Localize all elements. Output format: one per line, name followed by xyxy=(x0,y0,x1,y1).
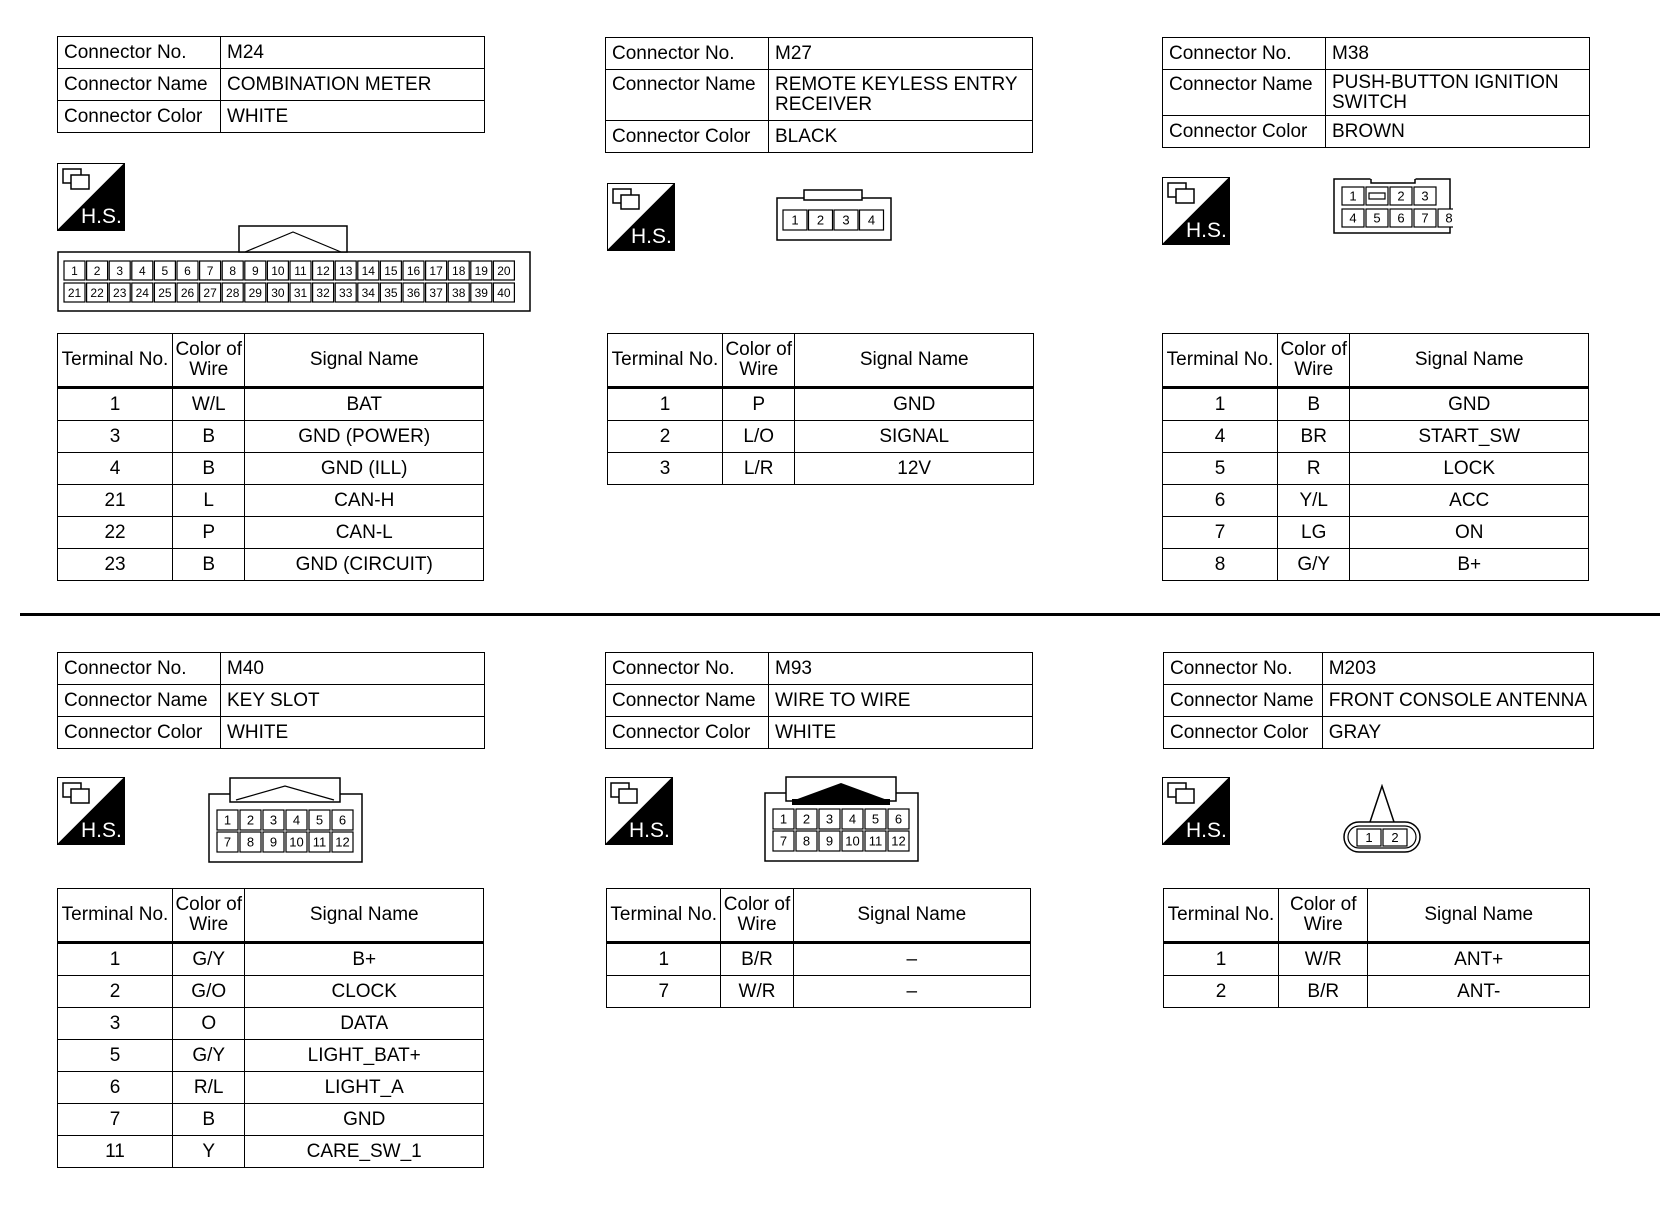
pin-number: 2 xyxy=(93,263,101,278)
table-row xyxy=(1163,453,1589,485)
connector-name-label: Connector Name xyxy=(606,685,769,717)
signal-name-cell: SIGNAL xyxy=(795,421,1034,453)
color-of-wire-header: Color of Wire xyxy=(173,334,245,388)
pin-number: 4 xyxy=(1349,210,1357,226)
pin-number: 6 xyxy=(338,812,347,828)
pin-number: 3 xyxy=(269,812,278,828)
connector-info-table xyxy=(57,652,485,749)
color-of-wire-header: Color of Wire xyxy=(1278,334,1350,388)
connector-name-label: Connector Name xyxy=(58,69,221,101)
connector-no-label: Connector No. xyxy=(606,38,769,70)
pin-number: 1 xyxy=(1349,188,1357,204)
wire-color-cell: R xyxy=(1278,453,1350,485)
signal-name-cell: LOCK xyxy=(1350,453,1589,485)
connector-no-label: Connector No. xyxy=(58,653,221,685)
terminal-no-cell: 23 xyxy=(58,549,173,581)
connector-no-label: Connector No. xyxy=(1164,653,1323,685)
signal-name-cell: GND xyxy=(795,388,1034,421)
connector-info-table xyxy=(605,652,1033,749)
pin-number: 1 xyxy=(1365,830,1373,846)
terminal-no-header: Terminal No. xyxy=(1163,334,1278,388)
table-row xyxy=(1163,517,1589,549)
pin-number: 39 xyxy=(474,285,488,300)
connector-panel-m93 xyxy=(605,652,1033,749)
terminal-no-cell: 7 xyxy=(58,1104,173,1136)
wire-color-cell: R/L xyxy=(173,1072,245,1104)
terminal-table-header xyxy=(607,889,1031,943)
hs-label: H.S. xyxy=(1186,819,1227,842)
connector-name-label: Connector Name xyxy=(58,685,221,717)
wire-color-cell: L/O xyxy=(723,421,795,453)
connector-face-m93 xyxy=(764,775,924,865)
connector-info-table xyxy=(57,36,485,133)
pin-number: 2 xyxy=(1397,188,1405,204)
pin-number: 23 xyxy=(113,285,127,300)
terminal-no-header: Terminal No. xyxy=(58,334,173,388)
pin-number: 6 xyxy=(1397,210,1405,226)
wire-color-cell: B/R xyxy=(1279,976,1368,1008)
signal-name-cell: ON xyxy=(1350,517,1589,549)
pin-number: 11 xyxy=(868,833,883,849)
connector-face-m27 xyxy=(776,188,896,243)
signal-name-cell: GND (ILL) xyxy=(245,453,484,485)
signal-name-cell: – xyxy=(793,943,1030,976)
wire-color-cell: LG xyxy=(1278,517,1350,549)
pin-number: 18 xyxy=(452,263,466,278)
color-of-wire-header: Color of Wire xyxy=(1279,889,1368,943)
pin-number: 9 xyxy=(251,263,259,278)
signal-name-header: Signal Name xyxy=(795,334,1034,388)
hs-badge-graphic xyxy=(1162,777,1230,845)
pin-number: 4 xyxy=(292,812,301,828)
pin-number: 12 xyxy=(335,834,350,850)
wire-color-cell: B xyxy=(173,453,245,485)
signal-name-cell: START_SW xyxy=(1350,421,1589,453)
pin-number: 2 xyxy=(816,212,825,228)
pin-number: 15 xyxy=(384,263,398,278)
pin-number: 3 xyxy=(1421,188,1429,204)
terminal-no-cell: 1 xyxy=(58,388,173,421)
connector-panel-m27 xyxy=(605,37,1033,153)
signal-name-cell: ANT- xyxy=(1368,976,1590,1008)
pin-number: 38 xyxy=(452,285,466,300)
connector-panel-m24 xyxy=(57,36,485,133)
pin-number: 4 xyxy=(138,263,146,278)
table-row xyxy=(58,943,484,976)
pin-number: 6 xyxy=(894,811,903,827)
wire-color-cell: W/R xyxy=(721,976,793,1008)
pin-number: 3 xyxy=(116,263,124,278)
connector-color-value: GRAY xyxy=(1322,717,1593,749)
table-row xyxy=(58,421,484,453)
table-row xyxy=(608,453,1034,485)
table-row xyxy=(58,1136,484,1168)
signal-name-header: Signal Name xyxy=(793,889,1030,943)
color-of-wire-header: Color of Wire xyxy=(723,334,795,388)
table-row xyxy=(58,1072,484,1104)
table-row xyxy=(58,453,484,485)
pin-number: 5 xyxy=(1373,210,1381,226)
terminal-no-cell: 7 xyxy=(607,976,721,1008)
terminal-no-header: Terminal No. xyxy=(58,889,173,943)
pin-number: 1 xyxy=(779,811,788,827)
wire-color-cell: P xyxy=(173,517,245,549)
pin-number: 5 xyxy=(315,812,324,828)
wire-color-cell: O xyxy=(173,1008,245,1040)
pin-number: 28 xyxy=(226,285,240,300)
wire-color-cell: B xyxy=(173,549,245,581)
pin-number: 37 xyxy=(429,285,443,300)
connector-no-value: M24 xyxy=(221,37,485,69)
terminal-no-header: Terminal No. xyxy=(607,889,721,943)
table-row xyxy=(58,549,484,581)
color-of-wire-header: Color of Wire xyxy=(721,889,793,943)
table-row xyxy=(58,388,484,421)
wire-color-cell: G/O xyxy=(173,976,245,1008)
pin-number: 4 xyxy=(867,212,876,228)
section-divider xyxy=(20,613,1660,616)
pin-number: 9 xyxy=(825,833,834,849)
pin-number: 27 xyxy=(203,285,217,300)
connector-name-value: REMOTE KEYLESS ENTRY RECEIVER xyxy=(769,70,1033,121)
hs-badge-icon xyxy=(607,183,675,251)
terminal-no-cell: 1 xyxy=(1163,388,1278,421)
signal-name-cell: B+ xyxy=(245,943,484,976)
pin-number: 36 xyxy=(406,285,421,300)
connector-color-value: WHITE xyxy=(221,717,485,749)
pin-number: 33 xyxy=(339,285,353,300)
hs-badge-graphic xyxy=(57,777,125,845)
connector-name-value: FRONT CONSOLE ANTENNA xyxy=(1322,685,1593,717)
terminal-no-cell: 2 xyxy=(608,421,723,453)
pin-number: 26 xyxy=(180,285,195,300)
signal-name-header: Signal Name xyxy=(1350,334,1589,388)
hs-badge-icon xyxy=(57,777,125,845)
connector-no-value: M27 xyxy=(769,38,1033,70)
terminal-table-m40 xyxy=(57,888,484,1168)
signal-name-cell: GND (POWER) xyxy=(245,421,484,453)
connector-info-table xyxy=(1162,37,1590,148)
connector-face-m203 xyxy=(1342,784,1422,856)
signal-name-cell: CARE_SW_1 xyxy=(245,1136,484,1168)
connector-panel-m203 xyxy=(1163,652,1594,749)
connector-no-value: M203 xyxy=(1322,653,1593,685)
pin-number: 11 xyxy=(312,834,327,850)
pin-number: 2 xyxy=(246,812,255,828)
connector-color-value: BROWN xyxy=(1326,116,1590,148)
connector-color-value: BLACK xyxy=(769,121,1033,153)
pin-number: 13 xyxy=(339,263,353,278)
signal-name-cell: CAN-H xyxy=(245,485,484,517)
pin-number: 25 xyxy=(158,285,172,300)
terminal-no-header: Terminal No. xyxy=(608,334,723,388)
pin-number: 7 xyxy=(223,834,232,850)
table-row xyxy=(1164,976,1590,1008)
pin-number: 22 xyxy=(90,285,104,300)
terminal-table-m93 xyxy=(606,888,1031,1008)
signal-name-cell: ACC xyxy=(1350,485,1589,517)
terminal-no-cell: 3 xyxy=(608,453,723,485)
terminal-no-cell: 1 xyxy=(608,388,723,421)
signal-name-header: Signal Name xyxy=(1368,889,1590,943)
pin-number: 29 xyxy=(248,285,262,300)
pin-number: 4 xyxy=(848,811,857,827)
signal-name-cell: GND xyxy=(245,1104,484,1136)
terminal-table-m27 xyxy=(607,333,1034,485)
pin-number: 32 xyxy=(316,285,330,300)
pin-number: 31 xyxy=(293,285,308,300)
wire-color-cell: B/R xyxy=(721,943,793,976)
terminal-no-cell: 11 xyxy=(58,1136,173,1168)
wire-color-cell: BR xyxy=(1278,421,1350,453)
pin-number: 3 xyxy=(825,811,834,827)
terminal-no-cell: 1 xyxy=(58,943,173,976)
connector-name-label: Connector Name xyxy=(1163,70,1326,116)
connector-no-label: Connector No. xyxy=(58,37,221,69)
terminal-table-m24 xyxy=(57,333,484,581)
connector-color-label: Connector Color xyxy=(1163,116,1326,148)
connector-no-value: M93 xyxy=(769,653,1033,685)
pin-number: 10 xyxy=(271,263,285,278)
hs-badge-icon xyxy=(605,777,673,845)
signal-name-header: Signal Name xyxy=(245,889,484,943)
terminal-no-cell: 22 xyxy=(58,517,173,549)
connector-no-label: Connector No. xyxy=(1163,38,1326,70)
pin-number: 10 xyxy=(845,833,860,849)
terminal-no-cell: 4 xyxy=(1163,421,1278,453)
pin-number: 6 xyxy=(184,263,191,278)
pin-number: 12 xyxy=(316,263,330,278)
terminal-table-header xyxy=(58,334,484,388)
table-row xyxy=(607,976,1031,1008)
pin-number: 5 xyxy=(871,811,880,827)
terminal-no-cell: 6 xyxy=(1163,485,1278,517)
signal-name-cell: GND xyxy=(1350,388,1589,421)
pin-number: 16 xyxy=(406,263,421,278)
pin-number: 19 xyxy=(474,263,488,278)
signal-name-cell: CAN-L xyxy=(245,517,484,549)
pin-number: 40 xyxy=(497,285,511,300)
wire-color-cell: G/Y xyxy=(1278,549,1350,581)
pin-number: 7 xyxy=(779,833,788,849)
hs-badge-icon xyxy=(1162,177,1230,245)
pin-number: 10 xyxy=(289,834,304,850)
signal-name-cell: LIGHT_A xyxy=(245,1072,484,1104)
wire-color-cell: L/R xyxy=(723,453,795,485)
hs-badge-graphic xyxy=(607,183,675,251)
wire-color-cell: P xyxy=(723,388,795,421)
hs-label: H.S. xyxy=(81,819,122,842)
hs-badge-graphic xyxy=(57,163,125,231)
pin-number: 21 xyxy=(67,285,82,300)
wire-color-cell: G/Y xyxy=(173,1040,245,1072)
signal-name-cell: BAT xyxy=(245,388,484,421)
signal-name-cell: B+ xyxy=(1350,549,1589,581)
pin-number: 35 xyxy=(384,285,398,300)
connector-no-value: M40 xyxy=(221,653,485,685)
pin-number: 5 xyxy=(161,263,169,278)
terminal-no-header: Terminal No. xyxy=(1164,889,1279,943)
table-row xyxy=(607,943,1031,976)
connector-name-label: Connector Name xyxy=(1164,685,1323,717)
pin-number: 17 xyxy=(429,263,443,278)
table-row xyxy=(58,485,484,517)
pin-number: 14 xyxy=(361,263,375,278)
table-row xyxy=(608,421,1034,453)
pin-number: 1 xyxy=(791,212,799,228)
hs-label: H.S. xyxy=(81,205,122,228)
hs-label: H.S. xyxy=(1186,219,1227,242)
pin-number: 11 xyxy=(294,263,307,278)
pin-number: 2 xyxy=(1391,830,1399,846)
connector-face-m40 xyxy=(208,776,368,866)
connector-no-label: Connector No. xyxy=(606,653,769,685)
color-of-wire-header: Color of Wire xyxy=(173,889,245,943)
pin-number: 2 xyxy=(802,811,811,827)
connector-info-table xyxy=(605,37,1033,153)
signal-name-cell: 12V xyxy=(795,453,1034,485)
pin-number: 1 xyxy=(71,263,78,278)
pin-number: 9 xyxy=(269,834,278,850)
terminal-table-header xyxy=(1163,334,1589,388)
hs-badge-graphic xyxy=(605,777,673,845)
wire-color-cell: L xyxy=(173,485,245,517)
pin-number: 8 xyxy=(246,834,255,850)
pin-number: 8 xyxy=(802,833,811,849)
terminal-no-cell: 1 xyxy=(607,943,721,976)
signal-name-cell: LIGHT_BAT+ xyxy=(245,1040,484,1072)
connector-face-m38 xyxy=(1333,175,1453,235)
table-row xyxy=(1163,549,1589,581)
hs-badge-icon xyxy=(1162,777,1230,845)
table-row xyxy=(608,388,1034,421)
pin-number: 30 xyxy=(271,285,285,300)
table-row xyxy=(58,517,484,549)
pin-number: 8 xyxy=(229,263,237,278)
table-row xyxy=(58,976,484,1008)
terminal-no-cell: 7 xyxy=(1163,517,1278,549)
terminal-no-cell: 2 xyxy=(1164,976,1279,1008)
connector-no-value: M38 xyxy=(1326,38,1590,70)
signal-name-cell: – xyxy=(793,976,1030,1008)
pin-number: 24 xyxy=(135,285,149,300)
terminal-no-cell: 5 xyxy=(58,1040,173,1072)
connector-panel-m38 xyxy=(1162,37,1590,148)
connector-color-label: Connector Color xyxy=(58,717,221,749)
hs-label: H.S. xyxy=(629,819,670,842)
signal-name-header: Signal Name xyxy=(245,334,484,388)
wire-color-cell: B xyxy=(173,421,245,453)
connector-color-value: WHITE xyxy=(769,717,1033,749)
table-row xyxy=(58,1040,484,1072)
wire-color-cell: B xyxy=(173,1104,245,1136)
pin-number: 1 xyxy=(223,812,232,828)
wire-color-cell: Y/L xyxy=(1278,485,1350,517)
connector-name-value: COMBINATION METER xyxy=(221,69,485,101)
pin-number: 34 xyxy=(361,285,375,300)
signal-name-cell: CLOCK xyxy=(245,976,484,1008)
terminal-no-cell: 6 xyxy=(58,1072,173,1104)
signal-name-cell: DATA xyxy=(245,1008,484,1040)
table-row xyxy=(58,1104,484,1136)
connector-panel-m40 xyxy=(57,652,485,749)
wire-color-cell: B xyxy=(1278,388,1350,421)
connector-color-label: Connector Color xyxy=(58,101,221,133)
table-row xyxy=(1164,943,1590,976)
signal-name-cell: GND (CIRCUIT) xyxy=(245,549,484,581)
wire-color-cell: G/Y xyxy=(173,943,245,976)
terminal-table-m38 xyxy=(1162,333,1589,581)
connector-color-label: Connector Color xyxy=(606,121,769,153)
hs-badge-icon xyxy=(57,163,125,231)
table-row xyxy=(1163,421,1589,453)
pin-number: 7 xyxy=(1421,210,1429,226)
connector-name-value: WIRE TO WIRE xyxy=(769,685,1033,717)
pin-number: 20 xyxy=(497,263,511,278)
table-row xyxy=(1163,388,1589,421)
terminal-no-cell: 5 xyxy=(1163,453,1278,485)
terminal-no-cell: 2 xyxy=(58,976,173,1008)
terminal-no-cell: 1 xyxy=(1164,943,1279,976)
connector-name-value: PUSH-BUTTON IGNITION SWITCH xyxy=(1326,70,1590,116)
connector-name-label: Connector Name xyxy=(606,70,769,121)
connector-name-value: KEY SLOT xyxy=(221,685,485,717)
connector-color-label: Connector Color xyxy=(1164,717,1323,749)
terminal-no-cell: 3 xyxy=(58,421,173,453)
terminal-no-cell: 8 xyxy=(1163,549,1278,581)
table-row xyxy=(58,1008,484,1040)
terminal-table-m203 xyxy=(1163,888,1590,1008)
wire-color-cell: W/R xyxy=(1279,943,1368,976)
terminal-no-cell: 3 xyxy=(58,1008,173,1040)
hs-badge-graphic xyxy=(1162,177,1230,245)
pin-number: 7 xyxy=(206,263,214,278)
wire-color-cell: W/L xyxy=(173,388,245,421)
hs-label: H.S. xyxy=(631,225,672,248)
connector-color-label: Connector Color xyxy=(606,717,769,749)
pin-number: 3 xyxy=(842,212,850,228)
table-row xyxy=(1163,485,1589,517)
terminal-no-cell: 4 xyxy=(58,453,173,485)
connector-color-value: WHITE xyxy=(221,101,485,133)
connector-info-table xyxy=(1163,652,1594,749)
terminal-table-header xyxy=(608,334,1034,388)
signal-name-cell: ANT+ xyxy=(1368,943,1590,976)
terminal-table-header xyxy=(1164,889,1590,943)
wire-color-cell: Y xyxy=(173,1136,245,1168)
terminal-no-cell: 21 xyxy=(58,485,173,517)
connector-face-m24 xyxy=(57,224,532,314)
pin-number: 8 xyxy=(1445,210,1453,226)
pin-number: 12 xyxy=(891,833,906,849)
terminal-table-header xyxy=(58,889,484,943)
